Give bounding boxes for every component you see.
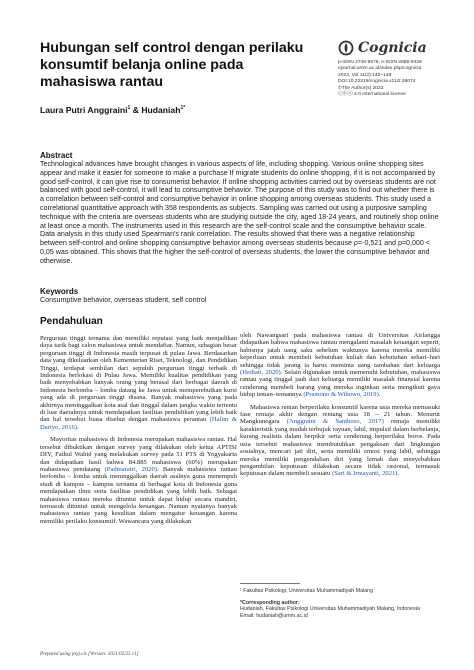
paragraph-text: Mayoritas mahasiswa di Indonesia merupakan mahasiswa rantau. Hal tersebut dibuktikan dengan survey yang dilakukan oleh ketua APTISI DIY, Fathul Wahid yang melakukan survey pada 51 PTS di Yogyakarta dan didapatkan hasil bahwa 84.885 mahasiswa (60%) merupakan mahasiswa pendatang bbox=[40, 436, 237, 473]
corresponding-author-text: Hudaniah, Fakultas Psikologi Universitas Muhammadiyah Malang, Indonesia bbox=[240, 606, 420, 613]
author-2-affil: 1* bbox=[180, 105, 186, 112]
footnote-affiliation: ¹ Fakultas Psikologi, Universitas Muhammadiyah Malang bbox=[240, 588, 374, 594]
citation-link[interactable]: (Sari & Irmayanti, 2021) bbox=[331, 470, 398, 478]
meta-copyright: ©The Author(s) 2023 bbox=[338, 85, 384, 91]
paragraph-text: . bbox=[397, 470, 400, 478]
author-1-affil: 1 bbox=[127, 105, 131, 112]
citation-link[interactable]: (Pramono & Wibowo, 2019) bbox=[303, 391, 379, 399]
citation-link[interactable]: (Halim & Dariyo, 2016) bbox=[40, 416, 237, 431]
intro-heading: Pendahuluan bbox=[40, 316, 103, 327]
author-line bbox=[40, 105, 185, 115]
page-footer: Prepared using psyj.cls [Version: 2021/02/25 v1] bbox=[40, 652, 139, 657]
paragraph-text: . bbox=[77, 423, 79, 431]
keywords-text: Consumptive behavior, overseas student, self control bbox=[40, 296, 207, 304]
abstract-heading: Abstract bbox=[40, 151, 73, 160]
meta-license: ⓒⓑⓢ 4.0 International license bbox=[338, 92, 406, 98]
intro-paragraph-3 bbox=[240, 332, 440, 399]
journal-name: Cognicia bbox=[358, 40, 427, 56]
journal-meta bbox=[338, 60, 468, 98]
footnote-rule bbox=[240, 583, 300, 584]
meta-doi[interactable]: DOI:10.22219/cognicia.v11i2.28074 bbox=[338, 79, 416, 85]
intro-left-column bbox=[40, 335, 237, 530]
paragraph-text: . bbox=[378, 391, 381, 399]
citation-link[interactable]: (Anggraini & Santhoso, 2017) bbox=[286, 418, 384, 426]
meta-issn: p-ISSN 2746-8976; e-ISSN 2685-8428 bbox=[338, 60, 422, 65]
paragraph-text: . Selain digunakan untuk memenuhi kebutuhan, mahasiswa rantau yang tinggal jauh dari keluarga memiliki masalah finansial karena cenderung membeli barang yang mereka inginkan serta mengikuti gaya hidup teman–temannya bbox=[240, 369, 440, 399]
paragraph-text: Perguruan tinggi ternama dan memiliki reputasi yang baik menjadikan daya tarik bagi calon mahasiswa untuk mendaftar. Namun, sebagian besar perguruan tinggi di Indonesia masih terpusat di pulau Jawa. Berdasarkan data yang dikeluarkan oleh Kementerian Riset, Teknologi, dan Pendidikan Tinggi, terdapat sembilan dari sepuluh perguruan tinggi terbaik di Indonesia berlokasi di Pulau Jawa. Memiliki kualitas pendidikan yang baik menyebabkan banyak orang yang berasal dari berbagai daerah di Indonesia berlomba – lomba datang ke Jawa untuk memperebutkan kursi yang ada di perguruan tinggi disana. Banyak mahasiswa yang pada akhirnya meninggalkan kota asal dan tinggal dalam jangka waktu tertentu di luar daerahnya untuk mendapatkan fasilitas pendidikan yang lebih baik dan hal tersebut biasa disebut dengan mahasiswa perantau bbox=[40, 335, 237, 424]
journal-logo bbox=[338, 40, 438, 60]
intro-paragraph-1 bbox=[40, 335, 237, 431]
meta-url[interactable]: ejournal.umm.ac.id/index.php/cognicia bbox=[338, 66, 422, 72]
paragraph-text: . Banyak mahasiswa rantau berlomba – lomba untuk meninggalkan daerah asalnya guna menempuh studi di kampus – kampus ternama di berbagai kota di Indonesia guna mendapatkan ilmu serta fasilitas pendidikan yang lebih baik. Sebagai mahasiswa rantau mereka dituntut untuk dapat hidup secara mandiri, termasuk dituntut untuk mengelola keuangan. Namun nyatanya banyak mahasiswa rantau yang kesulitan dalam mengatur keuangan karena memiliki perilaku konsumtif. Wawancara yang dilakukan bbox=[40, 465, 237, 525]
corresponding-author-heading: *Corresponding author: bbox=[240, 599, 300, 606]
intro-paragraph-2 bbox=[40, 436, 237, 525]
intro-right-column bbox=[240, 332, 440, 483]
article-title: Hubungan self control dengan perilaku konsumtif belanja online pada mahasiswa rantau bbox=[40, 40, 304, 90]
cognicia-logo-icon bbox=[338, 40, 354, 56]
meta-volume: 2023, Vol 11(2):140–148 bbox=[338, 72, 392, 78]
paragraph-text: remaja memiliki karakteristik yang mudah terbujuk rayuan, labil, impulsif dalam berbelanja, kurang realistis dalam berpikir serta cenderung berperilaku boros. Pada usia tersebut mahasiswa membutuhkan pengakuan dari lingkungan sosialnya, mencari jati diri, serta memiliki emosi yang labil, sehingga mereka memiliki pengendalian diri yang lemah dan menyebabkan pengambilan keputusan dilakukan secara tidak rasional, termasuk keputusan dalam membeli sesuatu bbox=[240, 418, 441, 478]
paragraph-text: oleh Nawangsari pada mahasiswa rantau di Universitas Airlangga didapatkan bahwa mahasiswa rantau mengalami masalah keuangan seperti, habisnya jatah uang saku sebelum waktunya karena mereka memiliki keperluan untuk membeli kebutuhan kuliah dan kebutuhan sehari–hari sehingga tidak jarang ia harus meminta uang tambahan dari keluarga bbox=[240, 332, 440, 369]
footnotes bbox=[240, 583, 440, 619]
author-2: Hudaniah bbox=[141, 105, 181, 115]
author-separator: & bbox=[130, 105, 142, 115]
citation-link[interactable]: (Hediati, 2020) bbox=[240, 369, 281, 377]
author-1: Laura Putri Anggraini bbox=[40, 105, 128, 115]
keywords-heading: Keywords bbox=[40, 287, 79, 296]
corresponding-author-email[interactable]: Email: hudaniah@umm.ac.id bbox=[240, 612, 308, 619]
abstract-text: Technological advances have brought changes in various aspects of life, including shopping. Various online shopping sites appear and make it easier for someone to make a purchase If migrate students do online shopping, if it is not accompanied by good self-control, it can give rise to consumerist behavior. If online shopping activities carried out by overseas students are not balanced with good self-control, it will lead to consumptive behavior. The purpose of this study was to find out whether there is a correlation between self-control and consumptive behavior in online shopping among overseas students. This study used a correlational quantitative approach with 358 respondents as subjects. Sampling was carried out using a purposive sampling technique with the criteria are overseas students who are studying outside the city, aged 18-24 years, and routinely shop online at least once a month. The instruments used in this research are the self-control scale and the consumptive behavior scale. Data analysis in this study used Spearman's rank correlation. The results showed that there was a negative relationship between self-control and online shopping consumptive behavior among overseas students because ρ=-0,521 and p=0,000 < 0,05 was obtained. This shows that the higher the self-control of overseas students, the lower the consumptive behavior and otherwise. bbox=[40, 160, 439, 265]
paragraph-text: Mahasiswa rentan berperilaku konsumtif karena usia mereka memasuki fase remaja akhir dengan rentang usia 18 – 21 tahun. Menurut Mangkunegara bbox=[240, 403, 440, 426]
intro-paragraph-4 bbox=[240, 404, 440, 478]
citation-link[interactable]: (Padmaratri, 2020) bbox=[104, 465, 157, 473]
